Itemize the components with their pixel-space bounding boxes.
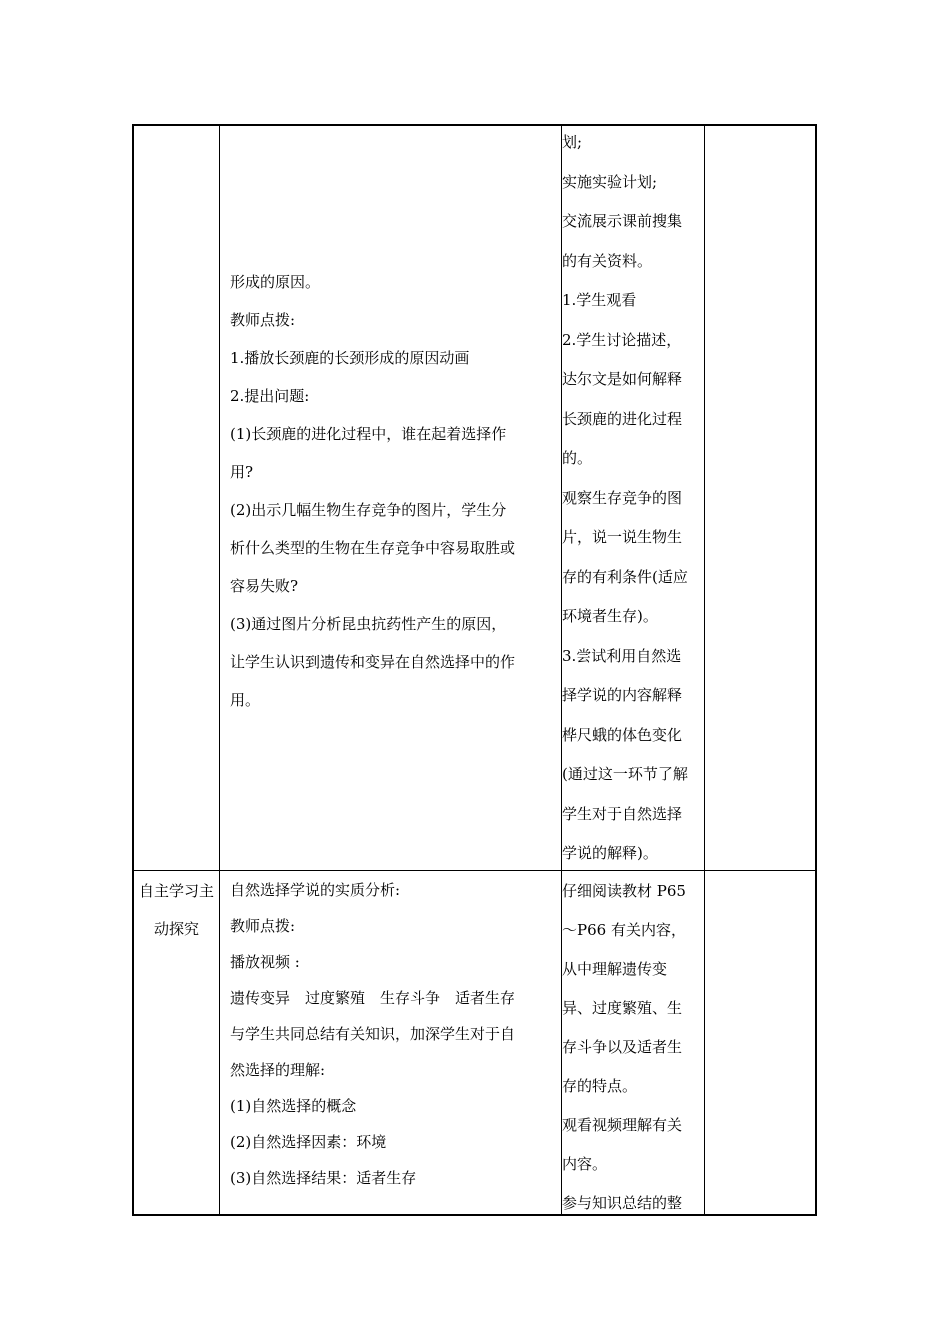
student-line: 划; bbox=[562, 133, 583, 151]
student-line: 参与知识总结的整 bbox=[562, 1194, 683, 1212]
teacher-line: 自然选择学说的实质分析: bbox=[230, 881, 401, 899]
student-line: 从中理解遗传变 bbox=[562, 960, 668, 978]
teacher-line: 用? bbox=[230, 463, 254, 481]
lesson-plan-table bbox=[132, 124, 817, 1216]
student-line: 存斗争以及适者生 bbox=[562, 1038, 683, 1056]
teacher-line: (3)通过图片分析昆虫抗药性产生的原因， bbox=[230, 615, 507, 633]
student-line: 长颈鹿的进化过程 bbox=[562, 409, 683, 428]
teacher-line: (2)出示几幅生物生存竞争的图片，学生分 bbox=[230, 501, 507, 519]
teacher-line: (1)自然选择的概念 bbox=[230, 1097, 357, 1115]
teacher-line: 与学生共同总结有关知识，加深学生对于自 bbox=[230, 1025, 516, 1043]
student-line: 择学说的内容解释 bbox=[562, 686, 683, 704]
teacher-line: 让学生认识到遗传和变异在自然选择中的作 bbox=[230, 653, 516, 671]
student-line: 交流展示课前搜集 bbox=[562, 212, 683, 230]
teacher-line: 然选择的理解: bbox=[230, 1061, 326, 1079]
student-line: 学生对于自然选择 bbox=[562, 804, 683, 823]
row-1-student-cell bbox=[562, 123, 704, 874]
teacher-line: 播放视频 : bbox=[230, 953, 300, 971]
row-2-stage-cell bbox=[134, 872, 219, 948]
teacher-line: (2)自然选择因素：环境 bbox=[230, 1133, 387, 1151]
row-2-teacher-cell bbox=[230, 872, 560, 1196]
row-1-notes-cell bbox=[705, 126, 815, 870]
teacher-line: 析什么类型的生物在生存竞争中容易取胜或 bbox=[230, 539, 516, 557]
student-line: 内容。 bbox=[562, 1155, 608, 1173]
student-line: 存的特点。 bbox=[562, 1077, 638, 1095]
student-line: 异、过度繁殖、生 bbox=[562, 999, 683, 1017]
student-line: ～P66 有关内容， bbox=[562, 921, 686, 939]
student-line: 的有关资料。 bbox=[562, 251, 653, 270]
row-1-stage-cell bbox=[134, 126, 219, 870]
student-line: 片，说一说生物生 bbox=[562, 528, 683, 546]
teacher-line: 1.播放长颈鹿的长颈形成的原因动画 bbox=[230, 349, 470, 367]
student-line: 存的有利条件(适应 bbox=[562, 567, 688, 586]
teacher-line: 2.提出问题: bbox=[230, 387, 310, 405]
student-line: (通过这一环节了解 bbox=[562, 765, 688, 783]
student-line: 桦尺蛾的体色变化 bbox=[562, 725, 683, 744]
row-divider bbox=[134, 870, 815, 871]
student-line: 2.学生讨论描述， bbox=[562, 330, 682, 349]
student-line: 实施实验计划; bbox=[562, 172, 658, 191]
stage-label-line: 动探究 bbox=[153, 920, 199, 938]
teacher-line: 形成的原因。 bbox=[230, 273, 321, 291]
stage-label-line: 自主学习主 bbox=[138, 882, 214, 900]
student-line: 学说的解释)。 bbox=[562, 844, 658, 862]
teacher-line: 教师点拨: bbox=[230, 311, 296, 329]
column-divider bbox=[219, 126, 220, 1214]
row-1-teacher-cell bbox=[230, 263, 560, 719]
student-line: 观看视频理解有关 bbox=[562, 1116, 683, 1134]
teacher-line: 教师点拨: bbox=[230, 917, 296, 935]
student-line: 环境者生存)。 bbox=[562, 607, 658, 625]
teacher-line: (1)长颈鹿的进化过程中，谁在起着选择作 bbox=[230, 425, 507, 443]
student-line: 1.学生观看 bbox=[562, 291, 637, 309]
student-line: 达尔文是如何解释 bbox=[562, 370, 683, 388]
row-2-student-cell bbox=[562, 872, 704, 1223]
student-line: 仔细阅读教材 P65 bbox=[562, 882, 686, 900]
teacher-line: (3)自然选择结果：适者生存 bbox=[230, 1169, 417, 1187]
teacher-line: 容易失败? bbox=[230, 577, 299, 595]
teacher-line: 用。 bbox=[230, 691, 261, 709]
student-line: 观察生存竞争的图 bbox=[562, 488, 683, 507]
student-line: 的。 bbox=[562, 449, 593, 467]
teacher-line: 遗传变异 过度繁殖 生存斗争 适者生存 bbox=[230, 989, 516, 1007]
student-line: 3.尝试利用自然选 bbox=[562, 646, 682, 665]
